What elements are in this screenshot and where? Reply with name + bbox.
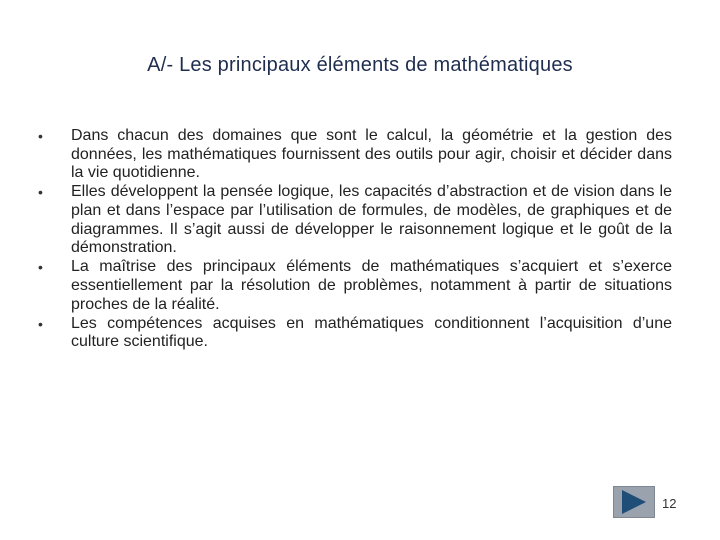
bullet-text: Dans chacun des domaines que sont le calcul, la géométrie et la gestion des données, les mathématiques fournissent des outils pour agir, choisir et décider dans la vie quotidienne. — [71, 127, 672, 182]
bullet-item — [38, 258, 672, 314]
page-number: 12 — [662, 496, 677, 511]
bullet-dot-icon: • — [38, 184, 43, 201]
next-slide-button[interactable] — [613, 486, 655, 518]
bullet-dot-icon: • — [38, 259, 43, 276]
bullet-item — [38, 315, 672, 352]
bullet-list — [38, 127, 672, 353]
bullet-text: Elles développent la pensée logique, les capacités d’abstraction et de vision dans le plan et dans l’espace par l’utilisation de formules, de modèles, de graphiques et de diagrammes. Il s’agit aussi de développer le raisonnement logique et le goût de la démonstration. — [71, 183, 672, 257]
bullet-dot-icon: • — [38, 315, 43, 332]
bullet-text: Les compétences acquises en mathématiques conditionnent l’acquisition d’une culture scientifique. — [71, 314, 672, 351]
bullet-dot-icon: • — [38, 128, 43, 144]
bullet-text: La maîtrise des principaux éléments de mathématiques s’acquiert et s’exerce essentiellement par la résolution de problèmes, notamment à partir de situations proches de la réalité. — [71, 258, 672, 313]
bullet-item — [38, 183, 672, 257]
bullet-item — [38, 127, 672, 183]
slide-title: A/- Les principaux éléments de mathématiques — [147, 54, 573, 76]
play-triangle-icon — [614, 487, 654, 517]
